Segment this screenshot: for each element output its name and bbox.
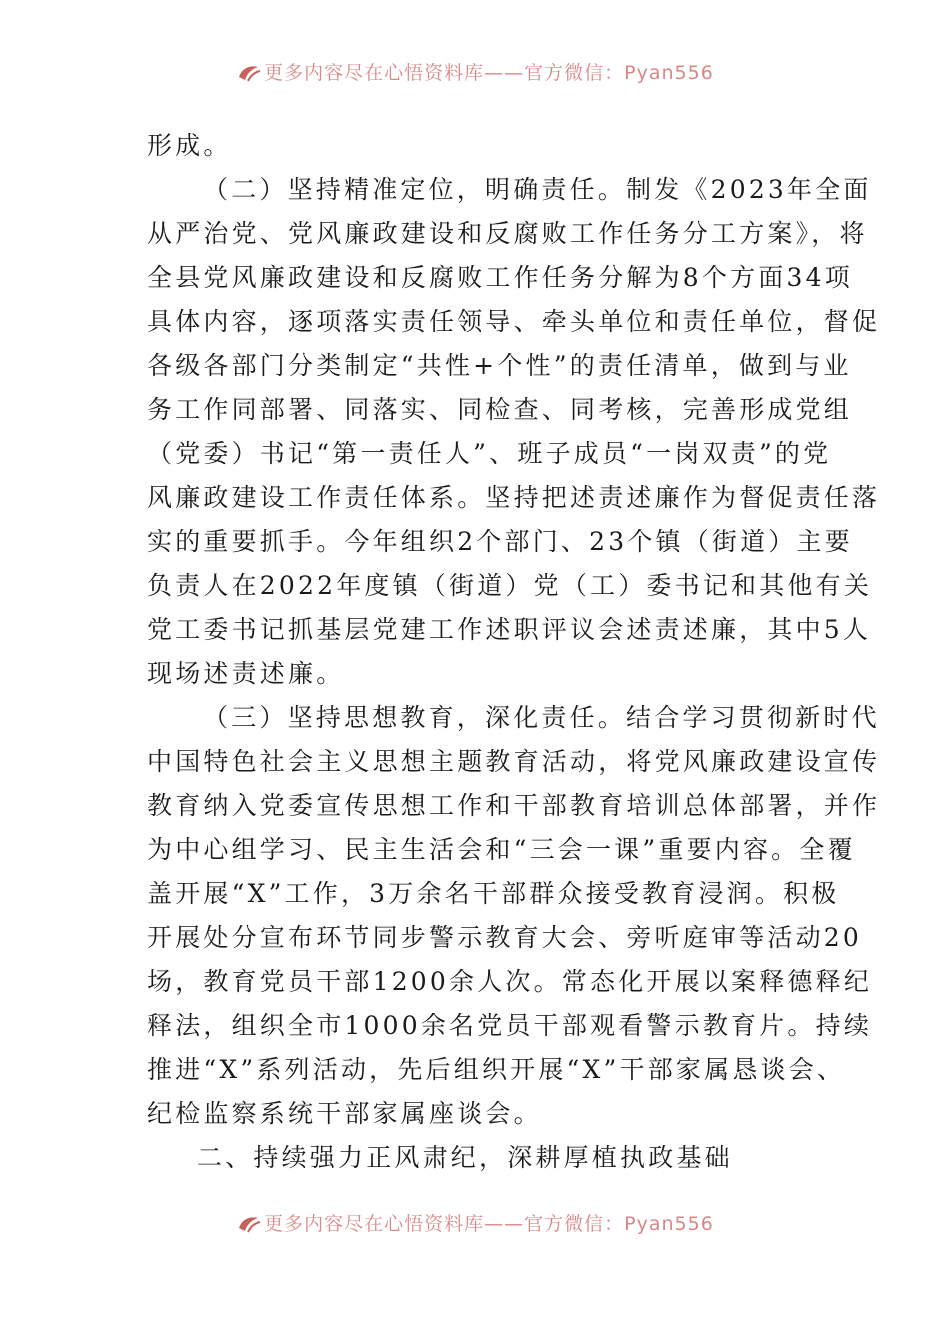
text-line-20: 场，教育党员干部1200余人次。常态化开展以案释德释纪 bbox=[147, 967, 873, 996]
footer-watermark bbox=[0, 1209, 950, 1236]
text-line-9: 风廉政建设工作责任体系。坚持把述责述廉作为督促责任落 bbox=[147, 483, 881, 512]
text-line-16: 教育纳入党委宣传思想工作和干部教育培训总体部署，并作 bbox=[147, 791, 881, 820]
header-watermark-text: 更多内容尽在心悟资料库——官方微信：Pyan556 bbox=[264, 62, 714, 84]
text-line-13: 现场述责述廉。 bbox=[147, 659, 345, 688]
text-line-21: 释法，组织全市1000余名党员干部观看警示教育片。持续 bbox=[147, 1011, 873, 1040]
text-line-8: （党委）书记“第一责任人”、班子成员“一岗双责”的党 bbox=[147, 439, 832, 468]
text-line-7: 务工作同部署、同落实、同检查、同考核，完善形成党组 bbox=[147, 395, 853, 424]
brush-logo-icon bbox=[236, 1213, 262, 1235]
text-line-6: 各级各部门分类制定“共性+个性”的责任清单，做到与业 bbox=[147, 351, 852, 380]
document-body bbox=[147, 124, 881, 1180]
header-watermark bbox=[0, 58, 950, 85]
footer-watermark-text: 更多内容尽在心悟资料库——官方微信：Pyan556 bbox=[264, 1213, 714, 1235]
text-line-10: 实的重要抓手。今年组织2个部门、23个镇（街道）主要 bbox=[147, 527, 853, 556]
text-line-5: 具体内容，逐项落实责任领导、牵头单位和责任单位，督促 bbox=[147, 307, 881, 336]
text-line-15: 中国特色社会主义思想主题教育活动，将党风廉政建设宣传 bbox=[147, 747, 881, 776]
text-line-18: 盖开展“X”工作，3万余名干部群众接受教育浸润。积极 bbox=[147, 879, 840, 908]
text-line-22: 推进“X”系列活动，先后组织开展“X”干部家属恳谈会、 bbox=[147, 1055, 846, 1084]
text-line-19: 开展处分宣布环节同步警示教育大会、旁听庭审等活动20 bbox=[147, 923, 863, 952]
text-line-11: 负责人在2022年度镇（街道）党（工）委书记和其他有关 bbox=[147, 571, 873, 600]
text-line-12: 党工委书记抓基层党建工作述职评议会述责述廉，其中5人 bbox=[147, 615, 872, 644]
text-line-1: 形成。 bbox=[147, 131, 232, 160]
text-line-23: 纪检监察系统干部家属座谈会。 bbox=[147, 1099, 542, 1128]
text-line-3: 从严治党、党风廉政建设和反腐败工作任务分工方案》，将 bbox=[147, 219, 868, 248]
brush-logo-icon bbox=[236, 62, 262, 84]
section-heading: 二、持续强力正风肃纪，深耕厚植执政基础 bbox=[197, 1143, 733, 1172]
text-line-14: （三）坚持思想教育，深化责任。结合学习贯彻新时代 bbox=[203, 703, 880, 732]
text-line-17: 为中心组学习、民主生活会和“三会一课”重要内容。全覆 bbox=[147, 835, 856, 864]
text-line-2: （二）坚持精准定位，明确责任。制发《2023年全面 bbox=[203, 175, 872, 204]
text-line-4: 全县党风廉政建设和反腐败工作任务分解为8个方面34项 bbox=[147, 263, 853, 292]
